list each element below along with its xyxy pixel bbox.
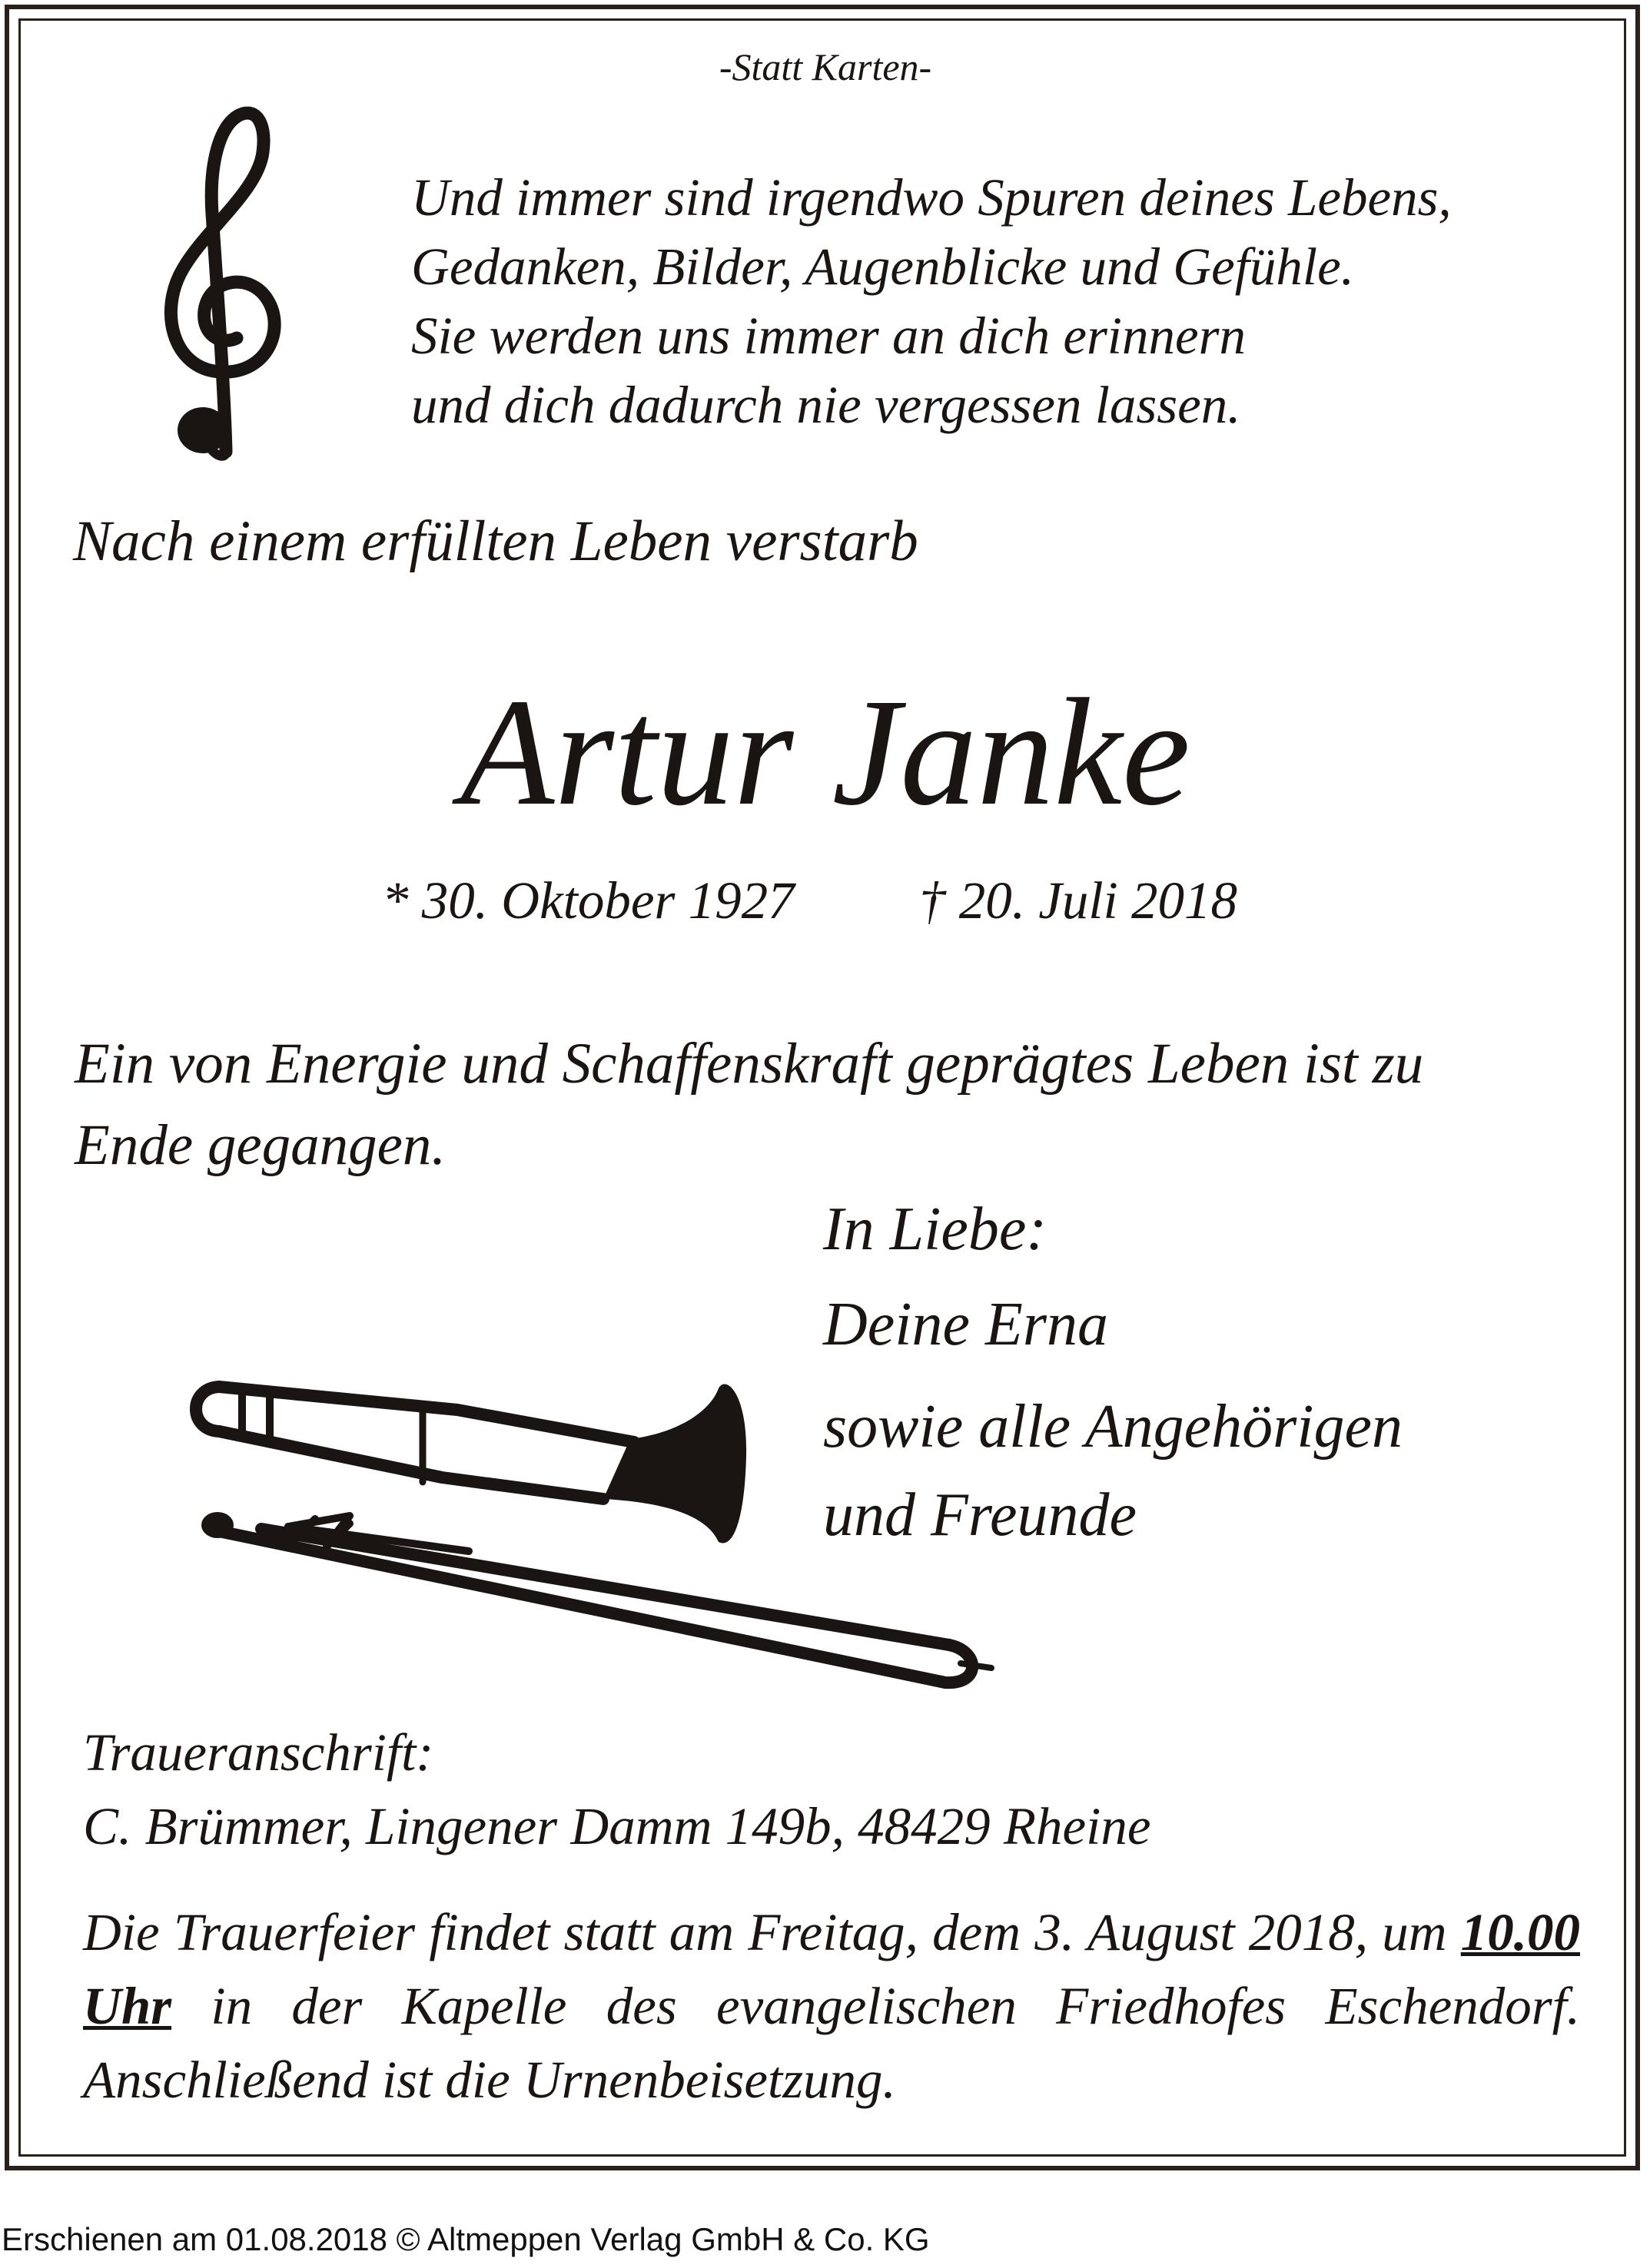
poem-line: und dich dadurch nie vergessen lassen. bbox=[411, 376, 1241, 434]
mouthpiece bbox=[201, 1512, 234, 1538]
publication-footer: Erschienen am 01.08.2018 © Altmeppen Verlag GmbH & Co. KG bbox=[2, 2221, 930, 2257]
poem-line: Sie werden uns immer an dich erinnern bbox=[411, 307, 1246, 365]
signature-line: In Liebe: bbox=[823, 1195, 1047, 1263]
tribute-line: Ein von Energie und Schaffenskraft geprägtes Leben ist zu bbox=[75, 1032, 1424, 1096]
birth-date: * 30. Oktober 1927 bbox=[382, 871, 795, 930]
poem-line: Gedanken, Bilder, Augenblicke und Gefühle. bbox=[411, 237, 1354, 296]
poem-line: Und immer sind irgendwo Spuren deines Lebens, bbox=[411, 168, 1452, 227]
signature-line: sowie alle Angehörigen bbox=[823, 1393, 1403, 1461]
signature-line: und Freunde bbox=[823, 1481, 1137, 1549]
death-date: † 20. Juli 2018 bbox=[919, 871, 1237, 930]
service-text-continued: in der Kapelle des evangelischen Friedhofes Eschendorf. Anschließend ist die Urnenbeisetzung. bbox=[83, 1977, 1580, 2109]
service-details bbox=[83, 1895, 1580, 2117]
address-label: Traueranschrift: bbox=[83, 1723, 434, 1782]
trombone-icon bbox=[188, 1379, 1003, 1702]
tribute-line: Ende gegangen. bbox=[75, 1113, 447, 1177]
service-text: Die Trauerfeier findet statt am Freitag, dem 3. August 2018, um bbox=[83, 1903, 1461, 1961]
signature-line: Deine Erna bbox=[823, 1291, 1109, 1358]
deceased-name: Artur Janke bbox=[460, 668, 1190, 837]
clef-tail-dot bbox=[178, 407, 228, 453]
address-value: C. Brümmer, Lingener Damm 149b, 48429 Rheine bbox=[83, 1797, 1151, 1855]
service-time: 10.00 Uhr bbox=[83, 1903, 1580, 2035]
statt-karten-note: -Statt Karten- bbox=[719, 45, 932, 88]
intro-line: Nach einem erfüllten Leben verstarb bbox=[73, 509, 918, 573]
treble-clef-icon bbox=[144, 98, 298, 467]
